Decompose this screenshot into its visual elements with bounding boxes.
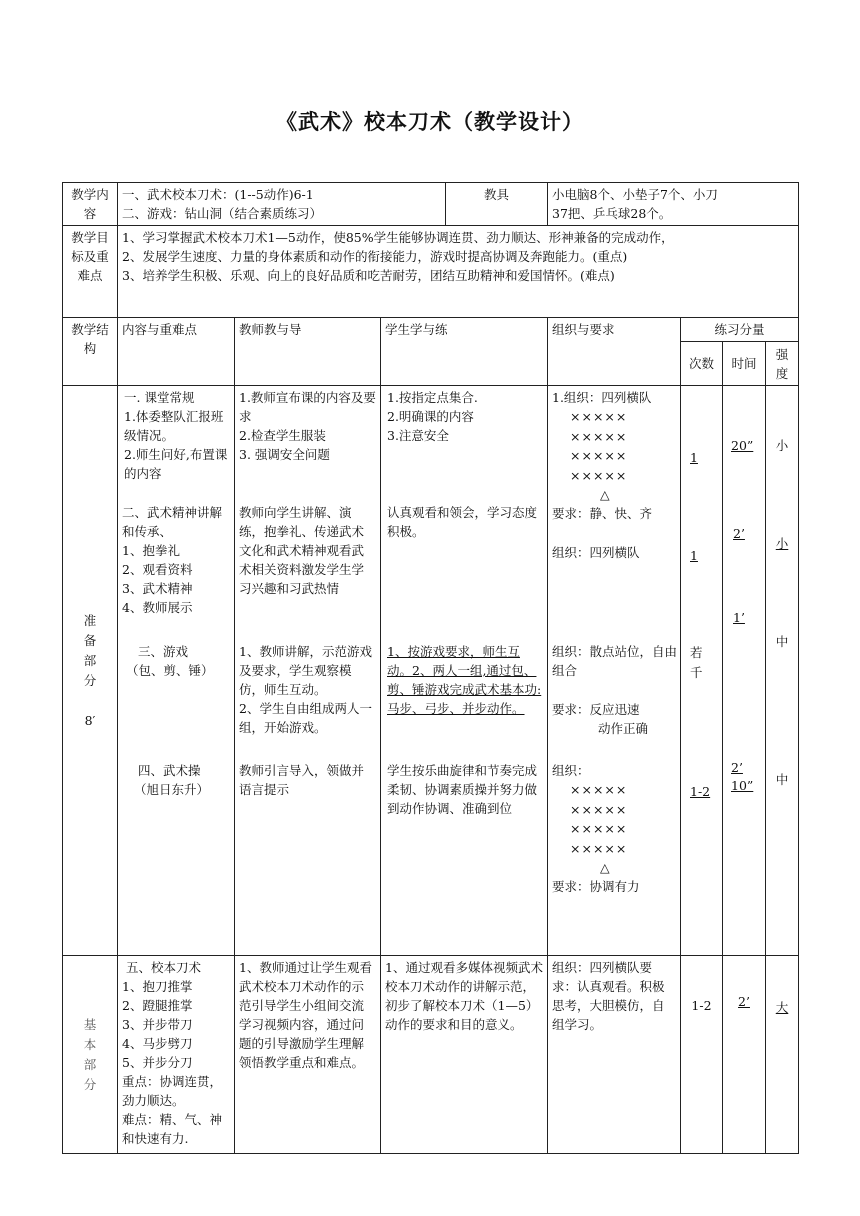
prep-student-cell <box>381 386 548 956</box>
teacher-item: 1、教师讲解，示范游戏及要求，学生观察模仿，师生互动。 <box>239 644 372 697</box>
content-line: 二、游戏：钻山洞（结合素质练习） <box>122 206 323 221</box>
content-item: 难点：精、气、神和快速有力. <box>122 1112 223 1146</box>
times-value: 1-2 <box>690 784 711 799</box>
content-item: 重点：协调连贯，劲力顺达。 <box>122 1074 223 1108</box>
page-title: 《武术》校本刀术（教学设计） <box>276 109 584 134</box>
teacher-item: 1.教师宣布课的内容及要求 <box>239 390 376 424</box>
content-item: 4、马步劈刀 <box>122 1036 193 1051</box>
student-item: 3.注意安全 <box>387 428 449 443</box>
col-practice: 练习分量 <box>681 318 799 342</box>
prep-label-cell <box>63 386 118 956</box>
col-structure: 教学结构 <box>63 318 118 386</box>
col-intensity: 强度 <box>766 342 799 386</box>
teacher-item: 2、学生自由组成两人一组，开始游戏。 <box>239 701 372 735</box>
org-text: 组织：散点站位，自由组合 <box>552 644 678 678</box>
prep-label: 准备部分 <box>83 613 97 688</box>
content-item: 二、武术精神讲解和传承、 <box>122 505 223 539</box>
prep-times-cell <box>681 386 723 956</box>
basic-label-cell <box>63 956 118 1154</box>
prep-duration: 8′ <box>84 713 96 728</box>
content-item: 一. 课堂常规 <box>124 390 195 405</box>
formation-row: ××××× <box>570 448 628 463</box>
col-org: 组织与要求 <box>548 318 681 386</box>
basic-student-cell: 1、通过观看多媒体视频武术校本刀术动作的讲解示范，初步了解校本刀术（1—5）动作的要求和目的意义。 <box>381 956 548 1154</box>
prep-org-cell <box>548 386 681 956</box>
org-text: 组织： <box>552 763 590 778</box>
teacher-item: 教师引言导入，领做并语言提示 <box>239 763 365 797</box>
student-item: 认真观看和领会，学习态度积极。 <box>387 505 538 539</box>
content-item: 五、校本刀术 <box>126 960 202 975</box>
org-text: 1.组织：四列横队 <box>552 390 652 405</box>
content-item: 2.师生问好,布置课的内容 <box>124 447 228 481</box>
time-value: 2’ <box>733 526 745 541</box>
content-item: 1.体委整队汇报班级情况。 <box>124 409 224 443</box>
goal-line: 3、培养学生积极、乐观、向上的良好品质和吃苦耐劳，团结互助精神和爱国情怀。(难点) <box>122 268 615 283</box>
prep-time-cell <box>723 386 766 956</box>
prep-teacher-cell <box>235 386 381 956</box>
times-value: 1 <box>690 548 698 563</box>
org-text: 要求：反应迅速 <box>552 702 640 717</box>
prep-content-cell <box>118 386 235 956</box>
goals-cell <box>118 226 799 318</box>
time-value-group <box>731 759 753 795</box>
time-value: 2’ <box>731 760 743 775</box>
formation-row: ××××× <box>570 821 628 836</box>
formation-row: ××××× <box>570 840 628 856</box>
col-time: 时间 <box>723 342 766 386</box>
content-item: 1、抱拳礼 <box>122 543 180 558</box>
content-label: 教学内容 <box>63 183 118 226</box>
equipment-label: 教具 <box>446 183 548 226</box>
content-item: 四、武术操 <box>138 763 201 778</box>
col-student: 学生学与练 <box>381 318 548 386</box>
content-item: 5、并步分刀 <box>122 1055 193 1070</box>
content-item: 1、抱刀推掌 <box>122 979 193 994</box>
student-item: 2.明确课的内容 <box>387 409 474 424</box>
teacher-position-icon: △ <box>600 487 610 502</box>
goal-line: 2、发展学生速度、力量的身体素质和动作的衔接能力，游戏时提高协调及奔跑能力。(重点) <box>122 249 628 264</box>
basic-times-cell: 1-2 <box>681 956 723 1154</box>
equipment-cell <box>548 183 799 226</box>
col-content: 内容与重难点 <box>118 318 235 386</box>
teacher-item: 2.检查学生服装 <box>239 428 326 443</box>
times-value: 若千 <box>690 645 703 680</box>
goal-line: 1、学习掌握武术校本刀术1—5动作，使85%学生能够协调连贯、劲力顺达、形神兼备的完成动作， <box>122 230 674 245</box>
org-text: 动作正确 <box>598 721 649 736</box>
teacher-item: 教师向学生讲解、演练，抱拳礼、传递武术文化和武术精神观看武术相关资料激发学生学习兴趣和习武热情 <box>239 505 365 596</box>
org-text: 要求：静、快、齐 <box>552 506 653 521</box>
content-row <box>63 183 799 226</box>
lesson-plan-table <box>62 182 799 1154</box>
content-item: 2、蹬腿推掌 <box>122 998 193 1013</box>
equipment-line: 37把、乒乓球28个。 <box>552 206 672 221</box>
student-item: 学生按乐曲旋律和节奏完成柔韧、协调素质操并努力做到动作协调、准确到位 <box>387 763 538 816</box>
col-teacher: 教师教与导 <box>235 318 381 386</box>
basic-row <box>63 956 799 1154</box>
basic-intensity-cell: 大 <box>766 956 799 1154</box>
student-item: 1.按指定点集合. <box>387 390 478 405</box>
intensity-value: 小 <box>775 536 789 551</box>
time-value: 10” <box>731 778 754 793</box>
prep-row <box>63 386 799 956</box>
content-item: （旭日东升） <box>134 782 210 797</box>
formation-row: ××××× <box>570 801 628 817</box>
teacher-position-icon: △ <box>600 860 610 875</box>
org-text: 要求：协调有力 <box>552 879 640 894</box>
basic-teacher-cell: 1、教师通过让学生观看武术校本刀术动作的示范引导学生小组间交流学习视频内容，通过问题的引导激励学生理解领悟教学重点和难点。 <box>235 956 381 1154</box>
basic-label: 基本部分 <box>83 1016 97 1092</box>
goals-row <box>63 226 799 318</box>
basic-time-cell: 2’ <box>723 956 766 1154</box>
content-item: 3、并步带刀 <box>122 1017 193 1032</box>
time-value: 1’ <box>733 610 745 625</box>
org-text: 组织：四列横队 <box>552 545 640 560</box>
content-item: 4、教师展示 <box>122 600 193 615</box>
content-item: 2、观看资料 <box>122 562 193 577</box>
basic-org-cell: 组织：四列横队要求：认真观看。积极思考，大胆模仿，自组学习。 <box>548 956 681 1154</box>
formation-row: ××××× <box>570 782 628 797</box>
intensity-value: 中 <box>775 634 789 649</box>
intensity-value: 小 <box>775 438 789 453</box>
basic-content-cell <box>118 956 235 1154</box>
col-times: 次数 <box>681 342 723 386</box>
student-item: 1、按游戏要求，师生互动。2、两人一组,通过包、剪、锤游戏完成武术基本功:马步、弓步、并步动作。 <box>387 644 542 716</box>
times-value: 1 <box>690 450 698 465</box>
goals-label: 教学目标及重难点 <box>63 226 118 318</box>
content-item: 3、武术精神 <box>122 581 193 596</box>
formation-row: ××××× <box>570 409 628 424</box>
content-cell <box>118 183 446 226</box>
content-item: （包、剪、锤） <box>126 663 214 678</box>
equipment-line: 小电脑8个、小垫子7个、小刀 <box>552 187 718 202</box>
content-item: 三、游戏 <box>138 644 189 659</box>
formation-row: ××××× <box>570 467 628 483</box>
time-value: 20” <box>731 438 754 453</box>
content-line: 一、武术校本刀术：(1--5动作)6-1 <box>122 187 314 202</box>
header-row <box>63 318 799 342</box>
prep-intensity-cell <box>766 386 799 956</box>
teacher-item: 3. 强调安全问题 <box>239 447 330 462</box>
intensity-value: 中 <box>775 772 789 787</box>
formation-row: ××××× <box>570 428 628 444</box>
